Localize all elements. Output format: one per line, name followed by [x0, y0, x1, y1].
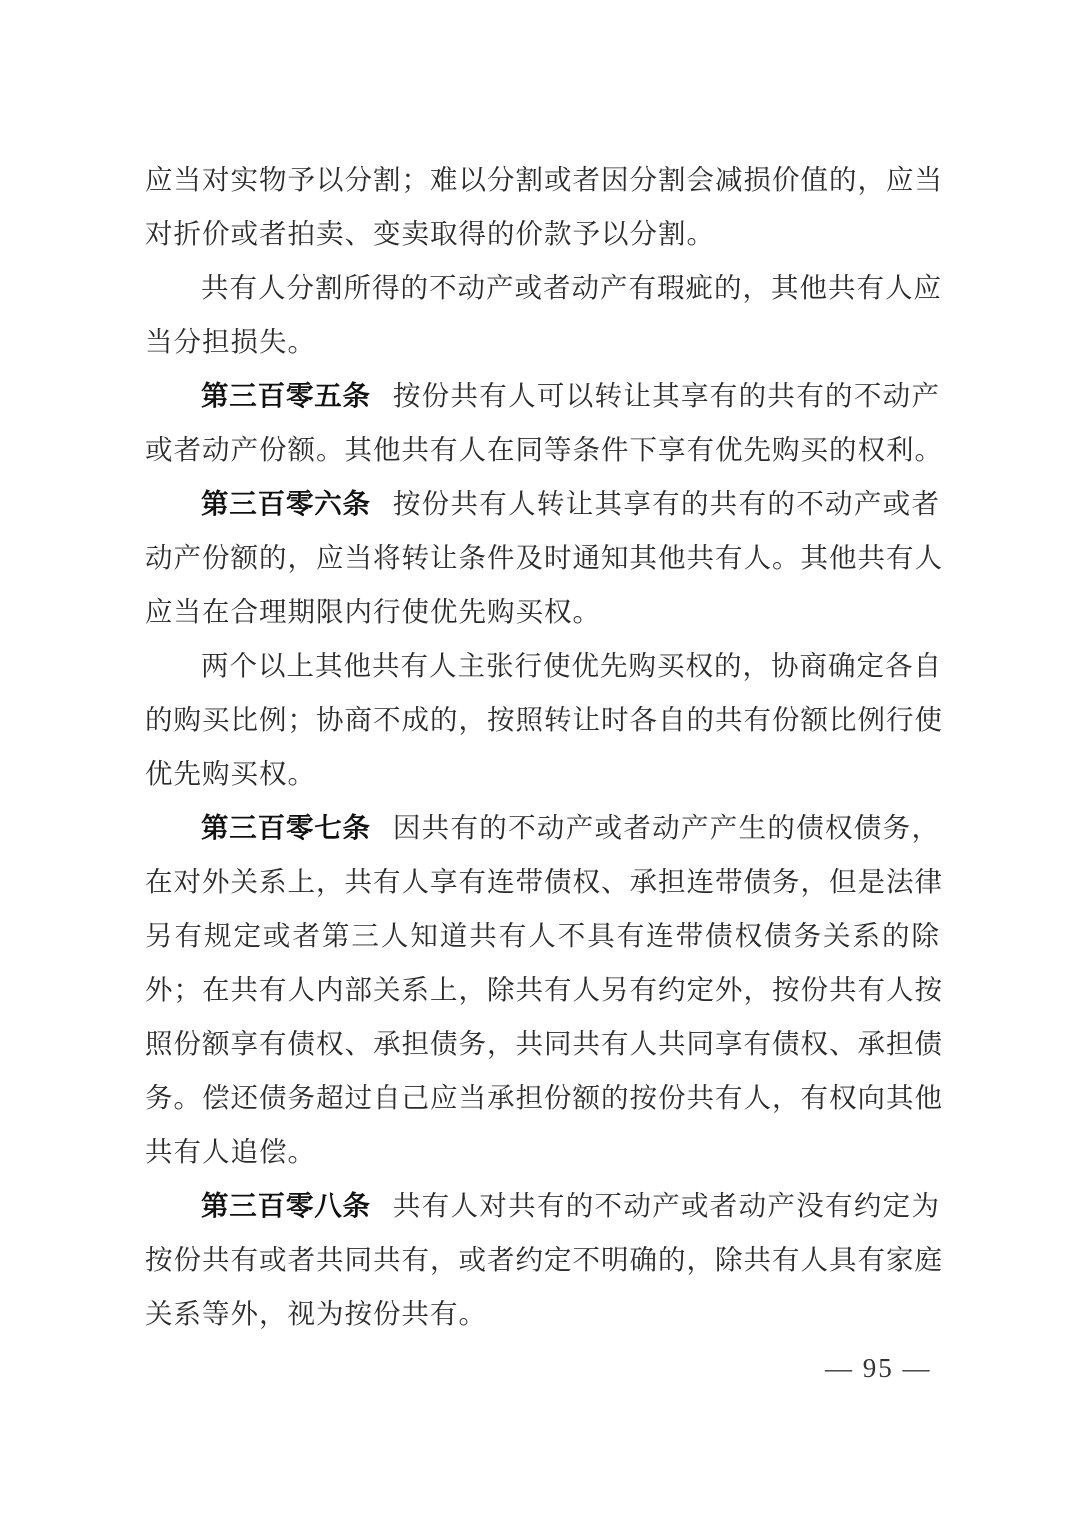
text-line	[145, 369, 940, 423]
article-heading: 第三百零七条	[201, 812, 371, 844]
paragraph-purchase-ratio	[145, 639, 943, 801]
text-line: 外；在共有人内部关系上，除共有人另有约定外，按份共有人按	[145, 974, 943, 1006]
text-line: 共有人分割所得的不动产或者动产有瑕疵的，其他共有人应	[201, 272, 942, 304]
text-line: 应当在合理期限内行使优先购买权。	[145, 596, 601, 628]
paragraph-continuation	[145, 153, 943, 261]
article-heading: 第三百零六条	[201, 488, 371, 520]
article-306	[145, 477, 943, 639]
article-heading: 第三百零五条	[201, 380, 371, 412]
text-line: 优先购买权。	[145, 758, 316, 790]
text-line: 务。偿还债务超过自己应当承担份额的按份共有人，有权向其他	[145, 1082, 943, 1114]
text-line: 共有人追偿。	[145, 1136, 316, 1168]
text-line: 或者动产份额。其他共有人在同等条件下享有优先购买的权利。	[145, 434, 943, 466]
paragraph-co-owner-defects	[145, 261, 940, 369]
text-line: 照份额享有债权、承担债务，共同共有人共同享有债权、承担债	[145, 1028, 943, 1060]
article-307	[145, 801, 943, 1179]
article-text: 按份共有人可以转让其享有的共有的不动产	[392, 380, 940, 412]
text-line: 动产份额的，应当将转让条件及时通知其他共有人。其他共有人	[145, 542, 943, 574]
article-text: 按份共有人转让其享有的共有的不动产或者	[392, 488, 940, 520]
text-line	[145, 477, 940, 531]
text-line: 对折价或者拍卖、变卖取得的价款予以分割。	[145, 218, 715, 250]
text-line: 关系等外，视为按份共有。	[145, 1298, 487, 1330]
text-line: 的购买比例；协商不成的，按照转让时各自的共有份额比例行使	[145, 704, 943, 736]
text-line: 应当对实物予以分割；难以分割或者因分割会减损价值的，应当	[145, 164, 943, 196]
page-number: — 95 —	[825, 1353, 932, 1383]
document-body	[145, 153, 943, 1341]
text-line: 在对外关系上，共有人享有连带债权、承担连带债务，但是法律	[145, 866, 943, 898]
text-line: 按份共有或者共同共有，或者约定不明确的，除共有人具有家庭	[145, 1244, 943, 1276]
text-line	[145, 801, 940, 855]
article-heading: 第三百零八条	[201, 1190, 371, 1222]
article-text: 因共有的不动产或者动产产生的债权债务，	[392, 812, 940, 844]
article-text: 共有人对共有的不动产或者动产没有约定为	[392, 1190, 940, 1222]
article-305	[145, 369, 943, 477]
text-line	[145, 1179, 940, 1233]
article-308	[145, 1179, 943, 1341]
text-line: 当分担损失。	[145, 326, 316, 358]
text-line: 两个以上其他共有人主张行使优先购买权的，协商确定各自	[201, 650, 942, 682]
text-line: 另有规定或者第三人知道共有人不具有连带债权债务关系的除	[145, 920, 940, 952]
